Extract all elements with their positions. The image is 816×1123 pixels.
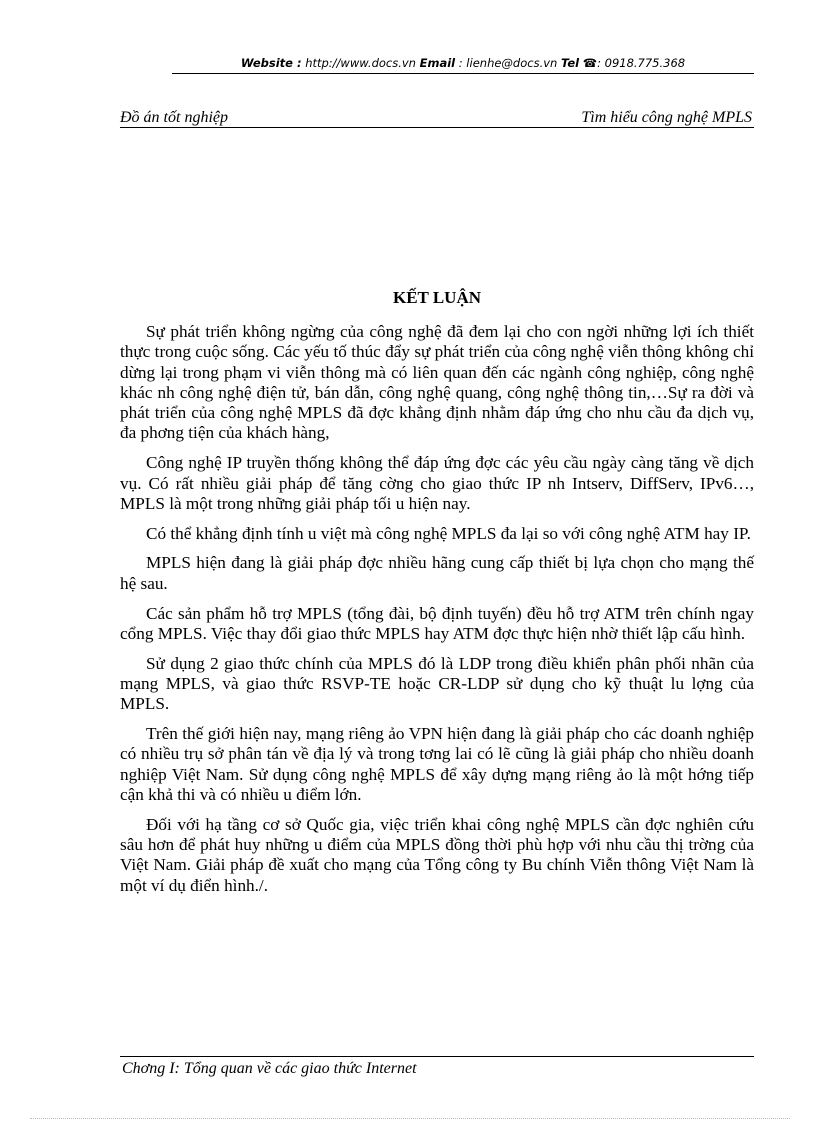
tel-value: : 0918.775.368 (597, 56, 686, 70)
running-head (120, 109, 754, 128)
paragraph-8: Đối với hạ tầng cơ sở Quốc gia, việc triển khai công nghệ MPLS cần đợc nghiên cứu sâu hơn để phát huy những u điểm của MPLS đồng thời phù hợp với nhu cầu thị trờng của Việt Nam. Giải pháp đề xuất cho mạng của Tổng công ty Bu chính Viễn thông Việt Nam là một ví dụ điển hình./. (120, 814, 754, 895)
email-value[interactable]: : lienhe@docs.vn (458, 56, 558, 70)
site-header (172, 56, 754, 70)
body-text (120, 322, 754, 905)
website-label: Website : (240, 56, 302, 70)
header-divider (172, 73, 754, 74)
footer-divider (120, 1056, 754, 1057)
paragraph-6: Sử dụng 2 giao thức chính của MPLS đó là LDP trong điều khiển phân phối nhãn của mạng MPLS, và giao thức RSVP-TE hoặc CR-LDP sử dụng cho kỹ thuật lu lợng của MPLS. (120, 653, 754, 714)
page-footer: Chơng I: Tổng quan về các giao thức Internet (122, 1060, 417, 1077)
paragraph-2: Công nghệ IP truyền thống không thể đáp ứng đợc các yêu cầu ngày càng tăng về dịch vụ. Có rất nhiều giải pháp để tăng cờng cho giao thức IP nh Intserv, DiffServ, IPv6…, MPLS là một trong những giải pháp tối u hiện nay. (120, 453, 754, 513)
website-url[interactable]: http://www.docs.vn (305, 56, 416, 70)
page-title: KẾT LUẬN (392, 288, 481, 307)
email-label: Email (419, 56, 456, 70)
paragraph-4: MPLS hiện đang là giải pháp đợc nhiều hãng cung cấp thiết bị lựa chọn cho mạng thế hệ sau. (120, 553, 754, 593)
running-head-right: Tìm hiểu công nghệ MPLS (581, 109, 752, 126)
paragraph-3: Có thể khẳng định tính u việt mà công nghệ MPLS đa lại so với công nghệ ATM hay IP. (146, 523, 751, 543)
paragraph-5: Các sản phẩm hỗ trợ MPLS (tổng đài, bộ định tuyến) đều hỗ trợ ATM trên chính ngay cổng MPLS. Việc thay đổi giao thức MPLS hay ATM đợc thực hiện nhờ thiết lập cấu hình. (120, 603, 754, 643)
tel-label: Tel (561, 56, 580, 70)
paragraph-1: Sự phát triển không ngừng của công nghệ đã đem lại cho con ngời những lợi ích thiết thực trong cuộc sống. Các yếu tố thúc đẩy sự phát triển của công nghệ viễn thông không chỉ dừng lại trong phạm vi viễn thông mà có liên quan đến các ngành công nghiệp, công nghệ khác nh công nghệ điện tử, bán dẫn, công nghệ quang, công nghệ thông tin,…Sự ra đời và phát triển của công nghệ MPLS đã đợc khẳng định nhằm đáp ứng cho nhu cầu đa dịch vụ, đa phơng tiện của khách hàng, (120, 322, 754, 443)
telephone-icon: ☎ (582, 56, 598, 70)
running-head-left: Đồ án tốt nghiệp (120, 109, 228, 126)
page-edge-divider (30, 1118, 790, 1119)
paragraph-7: Trên thế giới hiện nay, mạng riêng ảo VPN hiện đang là giải pháp cho các doanh nghiệp có nhiều trụ sở phân tán về địa lý và trong tơng lai có lẽ cũng là giải pháp cho nhiều doanh nghiệp Việt Nam. Sử dụng công nghệ MPLS để xây dựng mạng riêng ảo là một hớng tiếp cận khả thi và có nhiều u điểm lớn. (120, 724, 754, 804)
